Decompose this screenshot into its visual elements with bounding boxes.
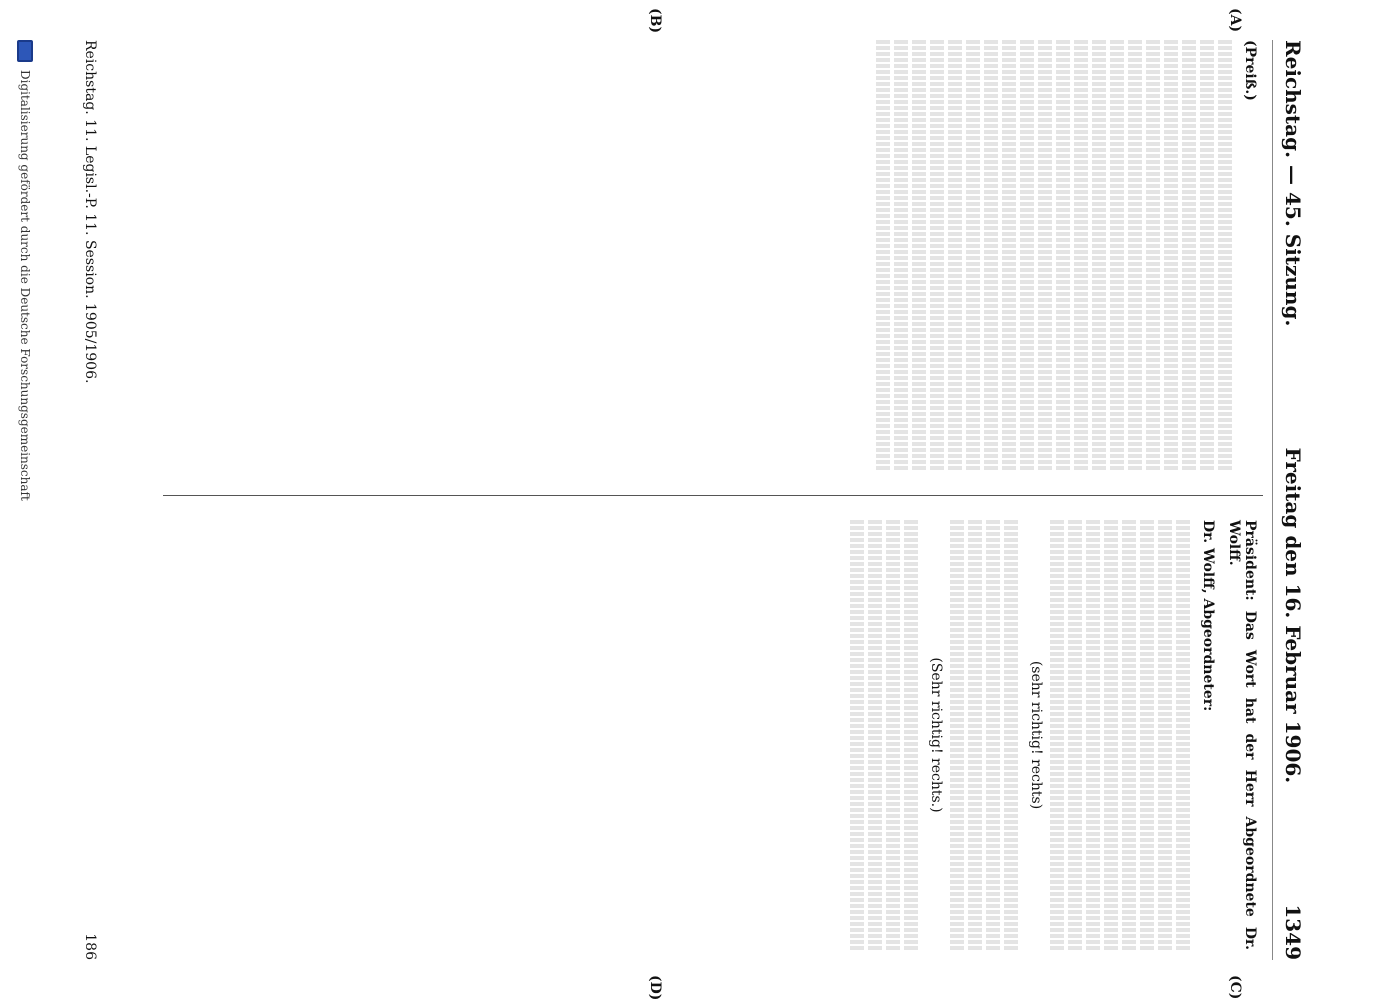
header-left: Reichstag. — 45. Sitzung. [1281, 40, 1305, 327]
text-line-placeholder [966, 40, 980, 470]
text-line-placeholder [1182, 40, 1196, 470]
text-line-placeholder [868, 520, 882, 950]
text-line-placeholder [876, 40, 890, 470]
right-column [168, 520, 1258, 950]
text-line-placeholder [1146, 40, 1160, 470]
digitization-note [17, 40, 33, 501]
text-line-placeholder [850, 520, 864, 950]
text-line-placeholder [1050, 520, 1064, 950]
text-line-placeholder [950, 520, 964, 950]
text-line-placeholder [968, 520, 982, 950]
text-line-placeholder [948, 40, 962, 470]
header-center: Freitag den 16. Februar 1906. [1281, 447, 1305, 784]
text-line-placeholder [1020, 40, 1034, 470]
text-line-placeholder [912, 40, 926, 470]
text-line-placeholder [930, 40, 944, 470]
text-line-placeholder [984, 40, 998, 470]
footer-left: Reichstag. 11. Legisl.-P. 11. Session. 1905/1906. [82, 40, 98, 384]
text-line-placeholder [1200, 40, 1214, 470]
right-col-speaker-2: Dr. Wolff, Abgeordneter: [1200, 520, 1216, 712]
text-line-placeholder [1086, 520, 1100, 950]
text-line-placeholder [1158, 520, 1172, 950]
text-line-placeholder [1104, 520, 1118, 950]
margin-marker-d: (D) [647, 975, 663, 1000]
margin-marker-c: (C) [1227, 975, 1243, 1000]
text-line-placeholder [1074, 40, 1088, 470]
text-line-placeholder [1164, 40, 1178, 470]
text-line-placeholder [894, 40, 908, 470]
text-line-placeholder [1004, 520, 1018, 950]
footer-right: 186 [82, 933, 98, 960]
right-col-speaker-1: Präsident: Das Wort hat der Herr Abgeordnete Dr. Wolff. [1226, 520, 1258, 950]
dfg-logo-icon [17, 40, 33, 62]
page-header [1272, 40, 1313, 960]
page-number: 1349 [1281, 904, 1305, 960]
text-line-placeholder [886, 520, 900, 950]
interjection: (sehr richtig! rechts) [1028, 660, 1044, 810]
digitization-text: Digitalisierung gefördert durch die Deutsche Forschungsgemeinschaft [18, 70, 32, 501]
text-line-placeholder [1128, 40, 1142, 470]
text-line-placeholder [1122, 520, 1136, 950]
text-line-placeholder [1038, 40, 1052, 470]
text-line-placeholder [986, 520, 1000, 950]
text-line-placeholder [1110, 40, 1124, 470]
text-line-placeholder [1140, 520, 1154, 950]
text-line-placeholder [904, 520, 918, 950]
text-line-placeholder [1068, 520, 1082, 950]
text-line-placeholder [1176, 520, 1190, 950]
left-column [168, 40, 1258, 470]
text-line-placeholder [1092, 40, 1106, 470]
margin-marker-a: (A) [1227, 8, 1243, 33]
column-divider [163, 495, 1263, 496]
left-col-speaker: (Preiß.) [1242, 40, 1258, 101]
text-line-placeholder [1002, 40, 1016, 470]
page-footer [76, 40, 98, 960]
interjection: (Sehr richtig! rechts.) [928, 657, 944, 813]
margin-marker-b: (B) [647, 8, 663, 34]
text-line-placeholder [1218, 40, 1232, 470]
text-line-placeholder [1056, 40, 1070, 470]
